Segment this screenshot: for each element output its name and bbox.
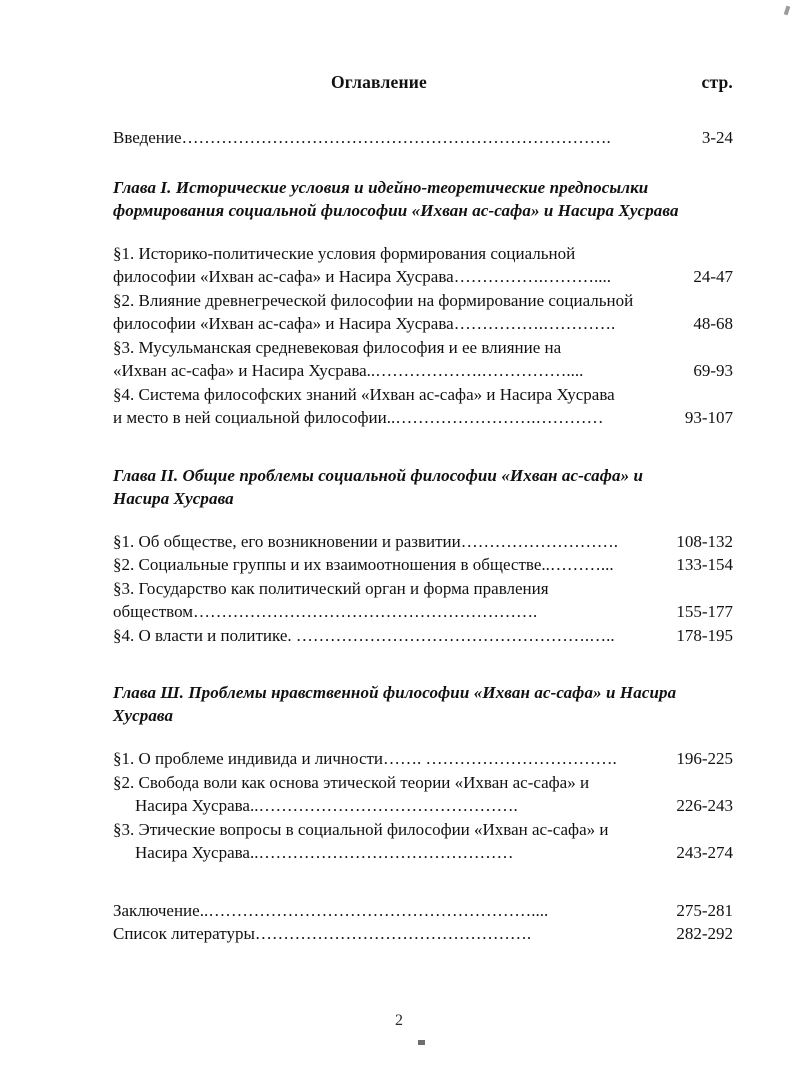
toc-entry-ch2-s1[interactable]: [113, 530, 733, 554]
spacer: [113, 865, 733, 899]
toc-entry-label: §1. Об обществе, его возникновении и развитии: [113, 531, 461, 551]
toc-entry-label: философии «Ихван ас-сафа» и Насира Хусрава: [113, 267, 454, 286]
toc-entry-label: обществом: [113, 602, 194, 621]
chapter-heading-3: [113, 681, 733, 727]
chapter-heading-line: Глава II. Общие проблемы социальной философии «Ихван ас-сафа» и: [113, 465, 644, 485]
toc-entry-line: §3. Государство как политический орган и форма правления: [113, 578, 549, 598]
toc-entry-label: философии «Ихван ас-сафа» и Насира Хусрава: [113, 314, 454, 333]
toc-entry-line: [113, 312, 733, 336]
leader-dots: ..…………………….…………: [386, 408, 604, 427]
toc-entry-line: §2. Свобода воли как основа этической теории «Ихван ас-сафа» и: [113, 772, 590, 792]
leader-dots: ..……………….……………....: [366, 361, 584, 380]
toc-entry-ch1-s3[interactable]: [113, 336, 733, 383]
chapter-heading-line: формирования социальной философии «Ихван ас-сафа» и Насира Хусрава: [113, 200, 679, 220]
toc-entry-line: [113, 359, 733, 383]
toc-entry-label: Список литературы: [113, 924, 255, 943]
toc-entry-pages: 48-68: [693, 314, 733, 333]
toc-entry-pages: 108-132: [676, 531, 733, 551]
toc-entry-pages: 155-177: [676, 602, 733, 621]
spacer: [113, 222, 733, 242]
toc-entry-ch3-s1[interactable]: [113, 747, 733, 771]
leader-dots: ………………………………………….: [254, 924, 532, 943]
spacer: [113, 106, 733, 126]
toc-entry-line: §4. Система философских знаний «Ихван ас-сафа» и Насира Хусрава: [113, 384, 615, 404]
leader-dots: ..………………………………………: [249, 843, 514, 862]
toc-entry-line: §3. Мусульманская средневековая философия и ее влияние на: [113, 337, 562, 357]
chapter-heading-line: Глава Ш. Проблемы нравственной философии «Ихван ас-сафа» и Насира: [113, 683, 677, 702]
toc-entry-line: §3. Этические вопросы в социальной философии «Ихван ас-сафа» и: [113, 819, 609, 839]
leader-dots: ..…………………………………………………....: [199, 900, 549, 920]
toc-header: [113, 72, 733, 106]
toc-entry-line: [113, 265, 733, 289]
chapter-heading-line: Насира Хусрава: [113, 488, 234, 508]
toc-entry-line: [113, 841, 733, 865]
toc-entry-conclusion[interactable]: [113, 899, 733, 923]
toc-entry-pages: 226-243: [676, 796, 733, 815]
toc-entry-line: §2. Влияние древнегреческой философии на формирование социальной: [113, 290, 634, 310]
toc-entry-pages: 93-107: [684, 408, 733, 427]
toc-entry-label: §4. О власти и политике.: [113, 625, 296, 645]
page-title: Оглавление: [331, 72, 427, 92]
toc-entry-pages: 178-195: [676, 625, 733, 645]
toc-entry-ch2-s2[interactable]: [113, 553, 733, 577]
toc-content: [113, 0, 733, 946]
toc-entry-label: §1. О проблеме индивида и личности…….: [113, 749, 426, 768]
toc-entry-label: §2. Социальные группы и их взаимоотношения в обществе: [113, 555, 542, 574]
chapter-heading-2: [113, 464, 733, 510]
toc-entry-label: Введение: [113, 128, 182, 147]
chapter-heading-line: Хусрава: [113, 706, 174, 725]
toc-entry-pages: 243-274: [676, 843, 733, 862]
toc-entry-ch1-s4[interactable]: [113, 383, 733, 430]
toc-entry-introduction[interactable]: [113, 126, 733, 150]
spacer: [113, 430, 733, 464]
toc-entry-pages: 275-281: [676, 900, 733, 920]
leader-dots: …………….………….: [453, 314, 616, 333]
leader-dots: ..……………………………………….: [249, 796, 518, 815]
spacer: [113, 150, 733, 176]
leader-dots: …………….………....: [453, 267, 611, 286]
toc-entry-label: Насира Хусрава: [135, 843, 250, 862]
toc-entry-label: Насира Хусрава: [135, 796, 250, 815]
toc-entry-label: Заключение: [113, 900, 200, 920]
toc-entry-line: [113, 600, 733, 624]
leader-dots: …………………………….: [425, 749, 617, 768]
toc-entry-ch2-s4[interactable]: [113, 624, 733, 648]
chapter-heading-line: Глава I. Исторические условия и идейно-теоретические предпосылки: [113, 177, 649, 197]
spacer: [113, 647, 733, 681]
scan-artifact-top-right: [784, 6, 791, 16]
page-folio: 2: [395, 1012, 403, 1029]
pages-column-label: стр.: [701, 72, 733, 92]
toc-entry-bibliography[interactable]: [113, 922, 733, 946]
toc-entry-label: и место в ней социальной философии: [113, 408, 387, 427]
toc-entry-pages: 24-47: [693, 267, 733, 286]
scan-artifact-bottom: [418, 1040, 425, 1045]
toc-entry-line: §1. Историко-политические условия формирования социальной: [113, 243, 576, 263]
toc-entry-ch3-s3[interactable]: [113, 818, 733, 865]
toc-entry-ch3-s2[interactable]: [113, 771, 733, 818]
spacer: [113, 727, 733, 747]
leader-dots: ……………………….: [460, 531, 618, 551]
toc-entry-ch1-s2[interactable]: [113, 289, 733, 336]
toc-entry-pages: 196-225: [676, 749, 733, 768]
toc-entry-pages: 133-154: [676, 555, 733, 574]
leader-dots: ..………...: [541, 555, 614, 574]
toc-entry-ch2-s3[interactable]: [113, 577, 733, 624]
spacer: [113, 510, 733, 530]
toc-entry-label: «Ихван ас-сафа» и Насира Хусрава: [113, 361, 367, 380]
toc-entry-pages: 3-24: [701, 128, 733, 147]
leader-dots: …………………………………………….…..: [295, 625, 615, 645]
toc-entry-pages: 282-292: [676, 924, 733, 943]
toc-entry-pages: 69-93: [693, 361, 733, 380]
chapter-heading-1: [113, 176, 733, 222]
leader-dots: …………………………………………………….: [193, 602, 538, 621]
toc-entry-line: [113, 794, 733, 818]
leader-dots: ………………………………………………………………….: [181, 128, 611, 147]
toc-entry-ch1-s1[interactable]: [113, 242, 733, 289]
toc-entry-line: [113, 406, 733, 430]
